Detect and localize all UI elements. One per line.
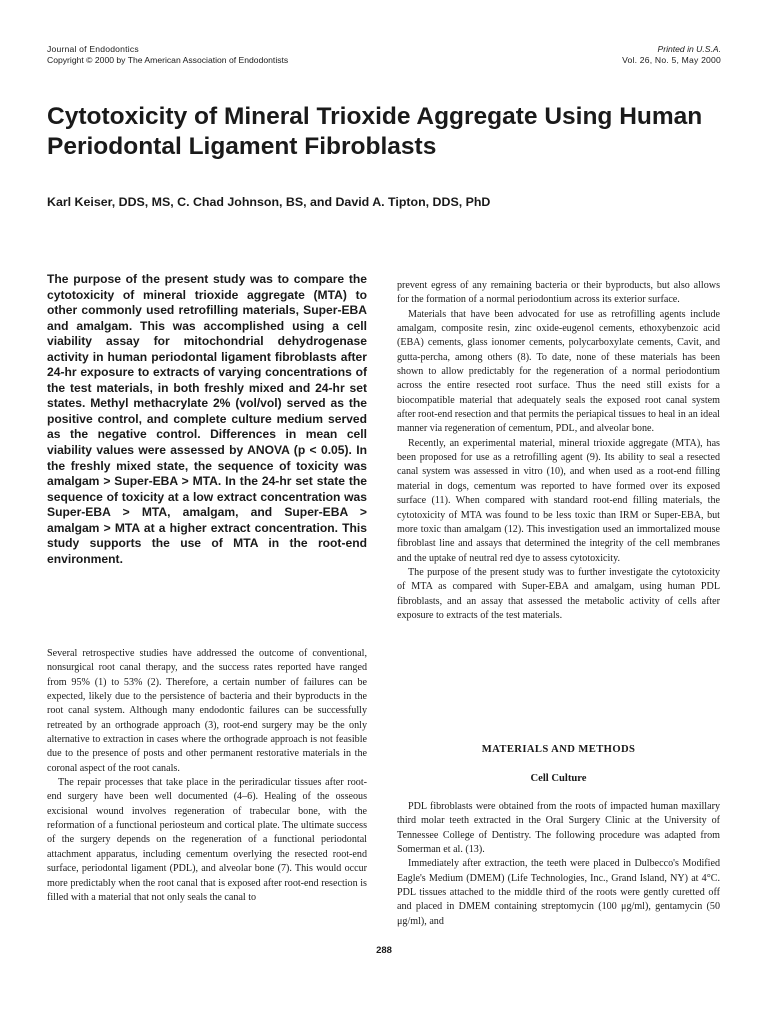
body-paragraph: prevent egress of any remaining bacteria or their byproducts, but also allows for the formation of a normal periodontium across its exterior surface.	[397, 280, 720, 306]
body-paragraph: Immediately after extraction, the teeth were placed in Dulbecco's Modified Eagle's Medium (DMEM) (Life Technologies, Inc., Grand Island, NY) at 4°C. PDL tissues attached to the middle third of the roots were gently curetted off and placed in DMEM containing streptomycin (100 μg/ml), gentamycin (50 μg/ml), and	[397, 858, 720, 927]
body-paragraph: Materials that have been advocated for use as retrofilling agents include amalgam, composite resin, zinc oxide-eugenol cements, ethoxybenzoic acid (EBA) cements, glass ionomer cements, polycarboxylate cements, Cavit, and gutta-percha, among others (8). To date, none of these materials has been shown to allow predictably for the regeneration of a normal periodontium across the entire resected root surface. Thus the need still exists for a biocompatible material that adequately seals the exposed root canal system after root-end resection and that permits the periapical tissues to heal in an ideal manner via regeneration of cementum, PDL, and alveolar bone.	[397, 308, 720, 435]
body-paragraph: Several retrospective studies have addressed the outcome of conventional, nonsurgical root canal therapy, and the success rates reported have ranged from 95% (1) to 53% (2). Therefore, a certain number of failures can be expected, likely due to the persistence of bacteria and their byproducts in the root canal system. Although many endodontic failures can be successfully retreated by an orthograde approach (3), root-end surgery may be the only alternative to extraction in cases where the orthograde approach is not feasible due to the presence of posts and other permanent restorative materials in the coronal aspect of the root canals.	[47, 648, 367, 774]
running-header-left	[47, 44, 288, 66]
subsection-heading: Cell Culture	[530, 773, 587, 784]
page-number: 288	[376, 945, 392, 956]
body-paragraph: The repair processes that take place in the periradicular tissues after root-end surgery have been well documented (4–6). Healing of the osseous excisional wound involves regeneration of trabecular bone, with the reformation of a functional periosteum and cortical plate. The ultimate success of the surgery depends on the regeneration of a functional periodontal attachment apparatus, including cementum overlying the resected root-end surface, periodontal ligament (PDL), and alveolar bone (7). This would occur more predictably when the root canal that is exposed after root-end resection is filled with a material that not only seals the canal to	[47, 777, 367, 903]
body-paragraph: The purpose of the present study was to further investigate the cytotoxicity of MTA as compared with Super-EBA and amalgam, using human PDL fibroblasts, and an assay that assessed the metabolic activity of cells after exposure to extracts of the test materials.	[397, 566, 720, 621]
abstract: The purpose of the present study was to compare the cytotoxicity of mineral trioxide aggregate (MTA) to other commonly used retrofilling materials, Super-EBA and amalgam. This was accomplished using a cell viability assay for mitochondrial dehydrogenase activity in human periodontal ligament fibroblasts after 24-hr exposure to extracts of varying concentrations of the test materials, in both freshly mixed and 24-hr set states. Methyl methacrylate 2% (vol/vol) served as the positive control, and complete culture medium served as the negative control. Differences in mean cell viability values were assessed by ANOVA (p < 0.05). In the freshly mixed state, the sequence of toxicity was amalgam > Super-EBA > MTA. In the 24-hr set state the sequence of toxicity at a low extract concentration was Super-EBA > MTA, amalgam, and Super-EBA > amalgam > MTA at a higher extract concentration. This study supports the use of MTA in the root-end environment.	[47, 272, 367, 566]
body-paragraph: PDL fibroblasts were obtained from the roots of impacted human maxillary third molar teeth extracted in the Oral Surgery Clinic at the University of Tennessee College of Dentistry. The following procedure was adapted from Somerman et al. (13).	[397, 801, 720, 856]
printed-in-label: Printed in U.S.A.	[657, 44, 721, 54]
body-paragraph: Recently, an experimental material, mineral trioxide aggregate (MTA), has been proposed for use as a retrofilling agent (9). Its ability to seal a resected canal system was assessed in vitro (10), and when used as a root-end filling material in dogs, cementum was reported to have formed over its exposed surface (11). When compared with standard root-end filling materials, the cytotoxicity of MTA was found to be less toxic than IRM or Super-EBA, but more toxic than amalgam (12). This investigation used an immortalized mouse fibroblast line and assays that determined the integrity of the cell membranes and the uptake of neutral red dye to assess cytotoxicity.	[397, 437, 720, 564]
body-column-right-bottom	[397, 800, 720, 929]
running-header-right	[622, 44, 721, 66]
author-list: Karl Keiser, DDS, MS, C. Chad Johnson, BS, and David A. Tipton, DDS, PhD	[47, 195, 491, 209]
section-heading: MATERIALS AND METHODS	[481, 744, 636, 755]
article-title: Cytotoxicity of Mineral Trioxide Aggregate Using Human Periodontal Ligament Fibroblasts	[47, 103, 703, 160]
body-column-left	[47, 647, 367, 905]
volume-issue: Vol. 26, No. 5, May 2000	[622, 55, 721, 65]
journal-name: Journal of Endodontics	[47, 44, 139, 54]
copyright-line: Copyright © 2000 by The American Association of Endodontists	[47, 55, 289, 65]
body-column-right-top	[397, 279, 720, 623]
